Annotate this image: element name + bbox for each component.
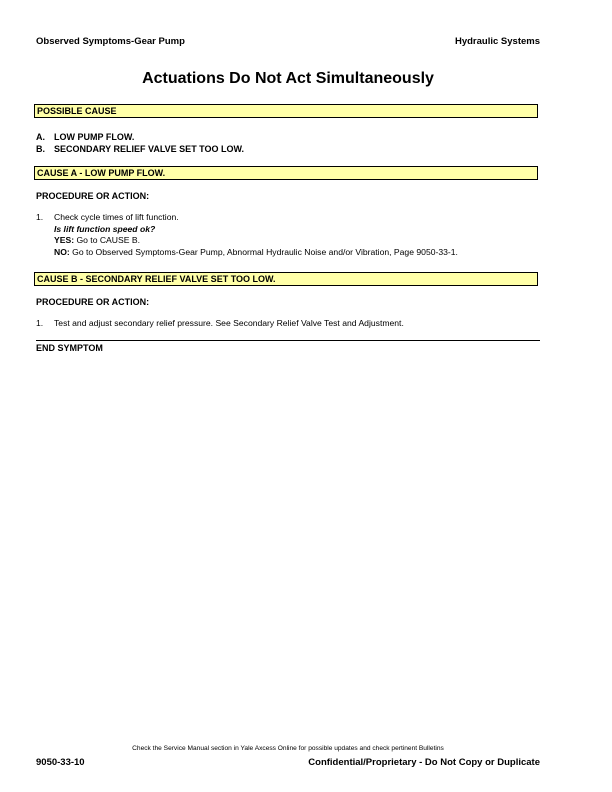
possible-cause-item — [36, 131, 244, 143]
step-number: 1. — [36, 318, 44, 328]
yes-label: YES: — [54, 235, 75, 246]
page-title: Actuations Do Not Act Simultaneously — [142, 70, 434, 87]
step-question: Is lift function speed ok? — [54, 223, 156, 234]
cause-b-procedure-heading: PROCEDURE OR ACTION: — [36, 297, 150, 307]
no-text: Go to Observed Symptoms-Gear Pump, Abnormal Hydraulic Noise and/or Vibration, Page 9050-33-1. — [69, 246, 458, 257]
confidential-notice: Confidential/Proprietary - Do Not Copy or Duplicate — [308, 757, 540, 768]
cause-a-step — [36, 212, 458, 258]
cause-a-procedure-heading: PROCEDURE OR ACTION: — [36, 191, 150, 201]
cause-a-heading: CAUSE A - LOW PUMP FLOW. — [34, 166, 538, 180]
header-section-title: Observed Symptoms-Gear Pump — [36, 36, 185, 47]
end-divider — [36, 340, 540, 341]
no-label: NO: — [54, 246, 70, 257]
possible-cause-item — [36, 143, 244, 155]
possible-cause-letter: A. — [36, 132, 45, 142]
possible-cause-text: LOW PUMP FLOW. — [54, 132, 135, 142]
step-text: Check cycle times of lift function. — [54, 212, 179, 222]
possible-cause-text: SECONDARY RELIEF VALVE SET TOO LOW. — [54, 144, 245, 154]
step-number: 1. — [36, 212, 44, 222]
possible-cause-list — [36, 131, 244, 155]
cause-b-step — [36, 318, 404, 330]
possible-cause-letter: B. — [36, 144, 45, 154]
cause-b-heading: CAUSE B - SECONDARY RELIEF VALVE SET TOO LOW. — [34, 272, 538, 286]
header-chapter-title: Hydraulic Systems — [454, 36, 540, 47]
step-text: Test and adjust secondary relief pressure. See Secondary Relief Valve Test and Adjustment. — [54, 318, 404, 328]
page-number: 9050-33-10 — [36, 757, 85, 768]
possible-cause-heading: POSSIBLE CAUSE — [34, 104, 538, 118]
yes-text: Go to CAUSE B. — [74, 235, 140, 246]
step-no-line — [36, 247, 458, 259]
footer-note: Check the Service Manual section in Yale Axcess Online for possible updates and check pertinent Bulletins — [132, 745, 444, 752]
step-yes-line — [36, 235, 458, 247]
end-symptom-label: END SYMPTOM — [36, 343, 103, 353]
